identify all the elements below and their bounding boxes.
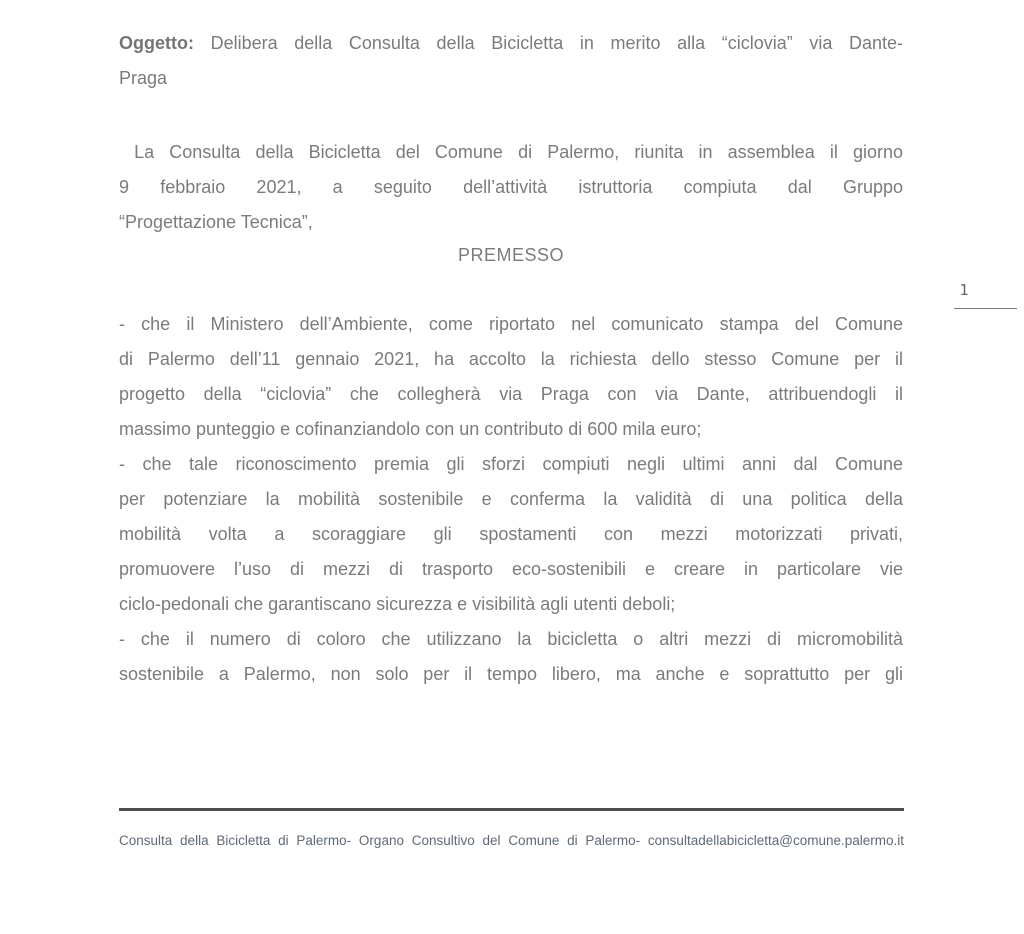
footer-text: Consulta della Bicicletta di Palermo- Organo Consultivo del Comune di Palermo- consultadellabicicletta@comune.palermo.it [119, 833, 904, 848]
premise-line: progetto della “ciclovia” che collegherà via Praga con via Dante, attribuendogli il [119, 384, 903, 404]
page-number: 1 [959, 281, 969, 299]
premises-body [119, 307, 903, 692]
subject-label: Oggetto: [119, 33, 194, 53]
premise-line: massimo punteggio e cofinanziandolo con un contributo di 600 mila euro; [119, 419, 702, 439]
premise-line: di Palermo dell’11 gennaio 2021, ha accolto la richiesta dello stesso Comune per il [119, 349, 903, 369]
section-heading: PREMESSO [457, 245, 565, 265]
intro-line: “Progettazione Tecnica”, [119, 212, 313, 232]
footer-rule [119, 808, 904, 811]
subject-line-1 [119, 26, 903, 61]
premise-line: per potenziare la mobilità sostenibile e conferma la validità di una politica della [119, 489, 903, 509]
premise-paragraph [119, 447, 903, 622]
premise-line: - che tale riconoscimento premia gli sforzi compiuti negli ultimi anni dal Comune [119, 454, 903, 474]
premise-paragraph [119, 307, 903, 447]
premise-line: - che il numero di coloro che utilizzano la bicicletta o altri mezzi di micromobilità [119, 629, 903, 649]
intro-line: 9 febbraio 2021, a seguito dell’attività istruttoria compiuta dal Gruppo [119, 177, 903, 197]
premise-paragraph [119, 622, 903, 692]
subject-line-2: Praga [119, 68, 168, 88]
premise-line: ciclo-pedonali che garantiscano sicurezza e visibilità agli utenti deboli; [119, 594, 676, 614]
premise-line: promuovere l’uso di mezzi di trasporto eco-sostenibili e creare in particolare vie [119, 559, 903, 579]
subject-paragraph [119, 26, 903, 96]
premise-line: sostenibile a Palermo, non solo per il tempo libero, ma anche e soprattutto per gli [119, 664, 903, 684]
premise-line: mobilità volta a scoraggiare gli spostamenti con mezzi motorizzati privati, [119, 524, 903, 544]
page-number-rule [954, 308, 1017, 309]
subject-text: Delibera della Consulta della Bicicletta in merito alla “ciclovia” via Dante- [193, 33, 903, 53]
intro-line: La Consulta della Bicicletta del Comune di Palermo, riunita in assemblea il giorno [119, 142, 903, 162]
premise-line: - che il Ministero dell’Ambiente, come riportato nel comunicato stampa del Comune [119, 314, 903, 334]
intro-paragraph [119, 135, 903, 240]
